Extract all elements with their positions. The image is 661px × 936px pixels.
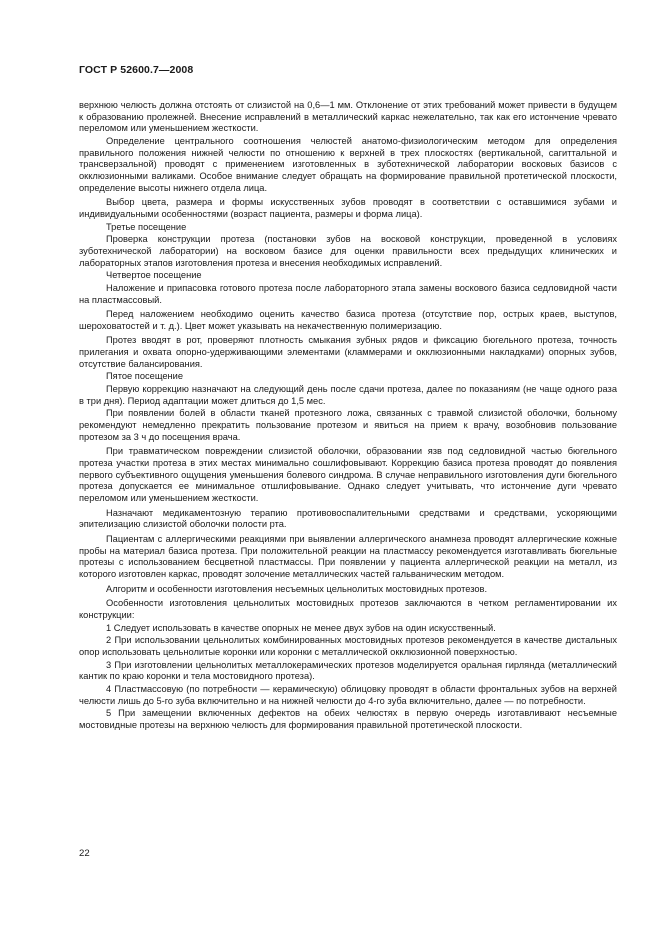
paragraph-fitting: Наложение и припасовка готового протеза после лабораторного этапа замены воскового базиса седловидной части на пластмассовый. [79,282,617,305]
document-page [79,64,617,732]
paragraph-construction-check: Проверка конструкции протеза (постановки зубов на восковой конструкции, проведенной в условиях зуботехнической лаборатории) на восковом базисе для оценки правильности всех предыдущих клинических и лабораторных этапов изготовления протеза и внесения необходимых исправлений. [79,234,617,268]
list-item-3: 3 При изготовлении цельнолитых металлокерамических протезов моделируется оральная гирлянда (металлический кантик по краю коронки и тела мостовидного протеза). [79,659,617,682]
paragraph-features: Особенности изготовления цельнолитых мостовидных протезов заключаются в четком регламентировании их конструкции: [79,598,617,620]
list-item-5: 5 При замещении включенных дефектов на обеих челюстях в первую очередь изготавливают несъемные мостовидные протезы на верхнюю челюсть для формирования правильной протетической плоскости. [79,708,617,730]
paragraph-teeth-selection: Выбор цвета, размера и формы искусственных зубов проводят в соответствии с оставшимися зубами и индивидуальными особенностями (возраст пациента, размеры и форма лица). [79,197,617,219]
heading-third-visit: Третье посещение [106,221,187,232]
paragraph-traumatic-injury: При травматическом повреждении слизистой оболочки, образовании язв под седловидной частью бюгельного протеза участки протеза в этих местах минимально сошлифовывают. Коррекцию базиса протеза проводят до появления первого субъективного ощущения уменьшения болевого синдрома. В случае неправильного изготовления дуги бюгельного протеза допускается ее минимальное отшлифовывание. Однако следует учитывать, что истончение дуги чревато переломом или уменьшением жесткости. [79,446,617,503]
paragraph-first-correction: Первую коррекцию назначают на следующий день после сдачи протеза, далее по показаниям (не чаще одного раза в три дня). Период адаптации может длиться до 1,5 мес. [79,384,617,406]
list-item-1: 1 Следует использовать в качестве опорных не менее двух зубов на один искусственный. [106,622,496,633]
paragraph-continuation: верхнюю челюсть должна отстоять от слизистой на 0,6—1 мм. Отклонение от этих требований может привести в будущем к образованию пролежней. Внесение исправлений в металлический каркас нежелательно, так как его истончение чревато переломом или уменьшением жесткости. [79,100,617,134]
paragraph-centric-relation: Определение центрального соотношения челюстей анатомо-физиологическим методом для определения правильного положения нижней челюсти по отношению к верхней в трех плоскостях (вертикальной, сагиттальной и трансверзальной) проводят с применением изготовленных в зуботехнической лаборатории восковых базисов с окклюзионными валиками. Особое внимание следует обращать на формирование правильной протетической плоскости, определение высоты нижнего отдела лица. [79,135,617,193]
paragraph-insertion: Протез вводят в рот, проверяют плотность смыкания зубных рядов и фиксацию бюгельного протеза, точность прилегания и охвата опорно-удерживающими элементами (кламмерами и окклюзионными накладками) опорных зубов, отсутствие балансирования. [79,335,617,369]
document-header: ГОСТ Р 52600.7—2008 [79,64,194,76]
paragraph-base-quality: Перед наложением необходимо оценить качество базиса протеза (отсутствие пор, острых краев, выступов, шероховатостей и т. д.). Цвет может указывать на некачественную полимеризацию. [79,309,617,331]
heading-fourth-visit: Четвертое посещение [106,270,202,281]
paragraph-therapy: Назначают медикаментозную терапию противовоспалительными средствами и средствами, ускоряющими эпителизацию слизистой оболочки полости рта. [79,507,617,530]
paragraph-allergy: Пациентам с аллергическими реакциями при выявлении аллергического анамнеза проводят аллергические кожные пробы на материал базиса протеза. При положительной реакции на пластмассу рекомендуется изготавливать бюгельные протезы с использованием бесцветной пластмассы. При появлении у пациента аллергической реакции на металл, из которого изготовлен каркас, проводят золочение металлических частей гальваническим методом. [79,533,617,579]
document-body [79,100,617,731]
heading-fifth-visit: Пятое посещение [106,371,184,382]
paragraph-pain: При появлении болей в области тканей протезного ложа, связанных с травмой слизистой оболочки, больному рекомендуют немедленно прекратить пользование протезом и явиться на прием к врачу, возобновив пользование протезом за 3 ч до посещения врача. [79,408,617,442]
list-item-2: 2 При использовании цельнолитых комбинированных мостовидных протезов рекомендуется в качестве дистальных опор использовать цельнолитые коронки или коронки с металлической окклюзионной поверхностью. [79,635,617,657]
list-item-4: 4 Пластмассовую (по потребности — керамическую) облицовку проводят в области фронтальных зубов на верхней челюсти лишь до 5-го зуба включительно и на нижней челюсти до 4-го зуба включительно, далее — по потребности. [79,683,617,706]
paragraph-algorithm: Алгоритм и особенности изготовления несъемных цельнолитых мостовидных протезов. [106,583,488,594]
page-number: 22 [79,848,90,859]
